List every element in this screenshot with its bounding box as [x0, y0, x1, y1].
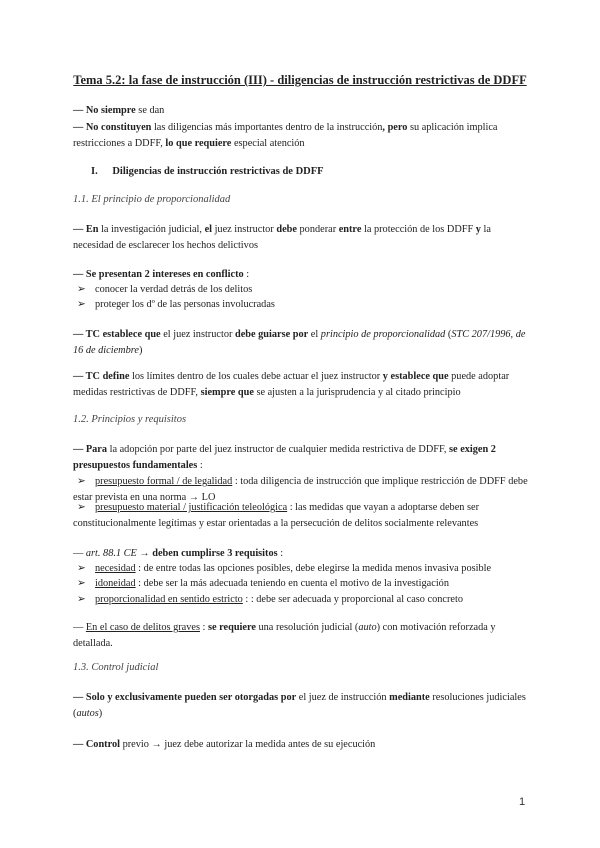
text: las diligencias más importantes dentro de la instrucción [151, 122, 383, 133]
paragraph [73, 546, 533, 562]
arrow-bullet-icon: ➢ [77, 594, 86, 605]
text: puede adoptar medidas restrictivas de DDFF, [73, 371, 510, 398]
text-underlined: En el caso de delitos graves [85, 622, 200, 633]
document-title: Tema 5.2: la fase de instrucción (III) - diligencias de instrucción restrictivas de DDFF [73, 73, 527, 87]
text-bold: — TC establece que [73, 329, 161, 340]
text: la adopción por parte del juez instructor de cualquier medida restrictiva de DDFF, [107, 444, 450, 455]
text-underlined: presupuesto formal / de legalidad [95, 476, 233, 487]
text: : toda diligencia de instrucción que implique restricción de DDFF debe estar prevista en una norma → LO [73, 476, 528, 503]
text: : : debe ser adecuada y proporcional al caso concreto [242, 594, 463, 605]
text: los límites dentro de los cuales debe actuar el juez instructor [129, 371, 383, 382]
text: — [73, 548, 86, 559]
text-bold: debe guiarse por [234, 329, 309, 340]
list-item [73, 282, 533, 298]
arrow-bullet-icon: ➢ [77, 563, 86, 574]
text-bold: debe [276, 224, 297, 235]
text: : debe ser la más adecuada teniendo en cuenta el motivo de la investigación [135, 578, 449, 589]
intro-line-1 [73, 103, 533, 119]
text-bold: mediante [389, 692, 430, 703]
text-bold: — Solo y exclusivamente pueden ser otorgadas por [73, 692, 297, 703]
text: la necesidad de esclarecer los hechos delictivos [73, 224, 491, 251]
section-label: Diligencias de instrucción restrictivas de DDFF [112, 166, 324, 177]
text-bold: — Para [73, 444, 108, 455]
text: → [136, 548, 153, 559]
list-item [73, 576, 533, 592]
text: — [73, 622, 86, 633]
text: : de entre todas las opciones posibles, debe elegirse la medida menos invasiva posible [135, 563, 492, 574]
paragraph [73, 737, 533, 753]
text-bold: — En [73, 224, 99, 235]
text: el juez de instrucción [296, 692, 390, 703]
text-bold: y [475, 224, 481, 235]
list-item [73, 297, 533, 313]
paragraph [73, 222, 533, 254]
text-bold: el [204, 224, 212, 235]
list-item [73, 561, 533, 577]
text: juez instructor [212, 224, 277, 235]
text-bold: siempre que [200, 387, 254, 398]
section-number: I. [91, 166, 98, 177]
list-item [73, 500, 533, 532]
text: ( [445, 329, 452, 340]
text: se dan [135, 105, 165, 116]
text-underlined: proporcionalidad en sentido estricto [95, 594, 243, 605]
list-item-text: conocer la verdad detrás de los delitos [95, 284, 253, 295]
arrow-bullet-icon: ➢ [77, 476, 86, 487]
text: su aplicación implica restricciones a DDFF, [73, 122, 498, 149]
paragraph [73, 620, 533, 652]
text: : [243, 269, 250, 280]
text-bold: — TC define [73, 371, 130, 382]
text: ) [138, 345, 143, 356]
text-italic: art. 88.1 CE [85, 548, 137, 559]
text: la protección de los DDFF [361, 224, 476, 235]
intro-line-2 [73, 120, 533, 152]
subsection-heading-1-2: 1.2. Principios y requisitos [73, 414, 187, 425]
text: : [277, 548, 284, 559]
arrow-bullet-icon: ➢ [77, 502, 86, 513]
text-bold: lo que requiere [165, 138, 232, 149]
text: : las medidas que vayan a adoptarse deben ser constitucionalmente legítimas y estar orientadas a la persecución de delitos socialmente relevantes [73, 502, 480, 529]
arrow-bullet-icon: ➢ [77, 578, 86, 589]
text-underlined: necesidad [95, 563, 136, 574]
text-italic: autos [76, 708, 99, 719]
text: se ajusten a la jurisprudencia y al citado principio [253, 387, 461, 398]
text-bold: — Se presentan 2 intereses en conflicto [73, 269, 244, 280]
text: especial atención [231, 138, 305, 149]
list-item-text: proteger los dº de las personas involucradas [95, 299, 275, 310]
text: el [308, 329, 321, 340]
text: : [197, 460, 203, 471]
section-heading [91, 166, 324, 177]
paragraph [73, 690, 533, 722]
text-underlined: presupuesto material / justificación teleológica [95, 502, 288, 513]
text: previo → juez debe autorizar la medida antes de su ejecución [120, 739, 376, 750]
text: una resolución judicial ( [255, 622, 359, 633]
subsection-heading-1-1: 1.1. El principio de proporcionalidad [73, 194, 231, 205]
text-italic: auto [358, 622, 377, 633]
text-italic: STC 207/1996, de 16 de diciembre [73, 329, 526, 356]
arrow-bullet-icon: ➢ [77, 284, 86, 295]
text-bold: — No constituyen [73, 122, 152, 133]
text-bold: se exigen 2 presupuestos fundamentales [73, 444, 496, 471]
text-bold: — No siempre [73, 105, 136, 116]
text-bold: entre [338, 224, 362, 235]
text: ponderar [296, 224, 339, 235]
text: resoluciones judiciales ( [73, 692, 526, 719]
page-number: 1 [519, 796, 526, 808]
text-bold: , pero [382, 122, 408, 133]
text-bold: deben cumplirse 3 requisitos [152, 548, 278, 559]
list-item [73, 592, 533, 608]
text: : [199, 622, 208, 633]
text-bold: se requiere [207, 622, 256, 633]
paragraph [73, 442, 533, 474]
text-bold: y establece que [382, 371, 449, 382]
text-underlined: idoneidad [95, 578, 136, 589]
text: la investigación judicial, [98, 224, 205, 235]
text-bold: — Control [73, 739, 121, 750]
text: el juez instructor [160, 329, 235, 340]
paragraph [73, 267, 533, 283]
paragraph [73, 369, 533, 401]
subsection-heading-1-3: 1.3. Control judicial [73, 662, 159, 673]
text-italic: principio de proporcionalidad [320, 329, 446, 340]
text: ) [98, 708, 103, 719]
arrow-bullet-icon: ➢ [77, 299, 86, 310]
paragraph [73, 327, 533, 359]
text: ) con motivación reforzada y detallada. [73, 622, 496, 649]
